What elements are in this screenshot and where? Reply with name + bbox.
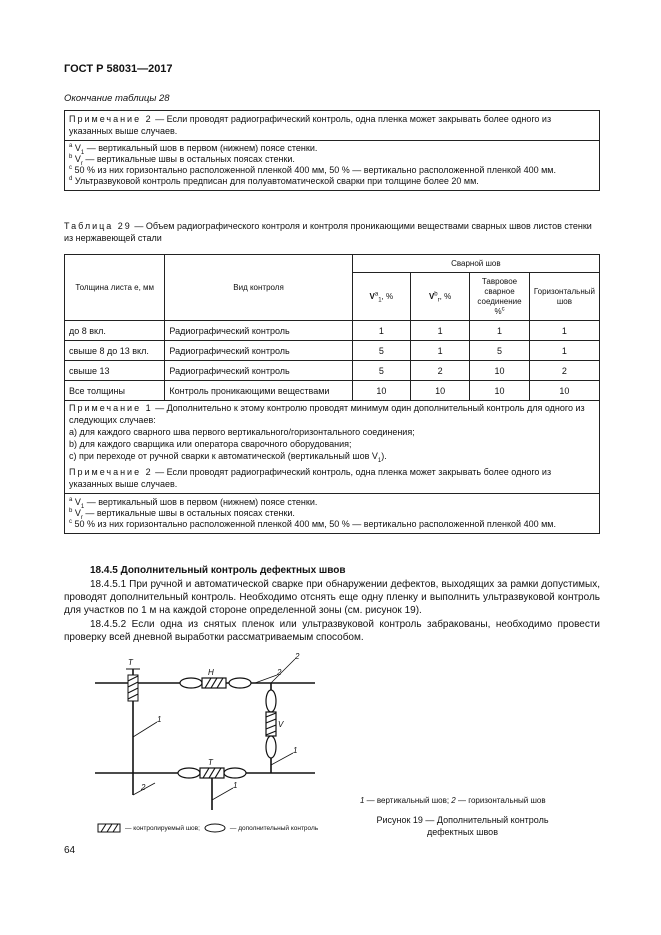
footnote-b: $^b$ $V_r$ — вертикальные швы в остальных поясах стенки. bbox=[69, 508, 295, 521]
additional-control-mark bbox=[229, 678, 251, 688]
hatched-weld-icon bbox=[97, 823, 121, 833]
additional-control-mark bbox=[180, 678, 202, 688]
col-header-vr: $V^b_r$, % bbox=[410, 273, 469, 321]
label-2: 2 bbox=[141, 783, 146, 792]
label-h: H bbox=[208, 668, 214, 677]
additional-control-mark bbox=[266, 690, 276, 712]
figure-key: 1 — вертикальный шов; 2 — горизонтальный шов bbox=[360, 796, 546, 805]
col-header-tee: Тавровое сварное соединение %$^c$ bbox=[470, 273, 530, 321]
table29-note1-a: a) для каждого сварного шва первого вертикального/горизонтального соединения; bbox=[69, 427, 415, 437]
ellipse-mark-icon bbox=[204, 823, 226, 833]
weld-inspection-diagram bbox=[95, 645, 325, 815]
table29-note2: Примечание 2 — Если проводят радиографический контроль, одна пленка может закрывать более одного из указанных выше случаев. bbox=[69, 467, 552, 489]
label-2: 2 bbox=[295, 652, 300, 661]
footnote-c: $^c$ 50 % из них горизонтально расположенной пленкой 400 мм, 50 % — вертикально расположенной пленкой 400 мм. bbox=[69, 519, 556, 529]
table29-note1-b: b) для каждого сварщика или оператора сварочного оборудования; bbox=[69, 439, 352, 449]
table-row: свыше 13 Радиографический контроль 5 2 10 2 bbox=[65, 361, 600, 381]
label-1: 1 bbox=[293, 746, 298, 755]
footnote-d: $^d$ Ультразвуковой контроль предписан для полуавтоматической сварки при толщине более 20 мм. bbox=[69, 176, 479, 186]
table29-notes bbox=[64, 399, 600, 534]
label-t: T bbox=[128, 658, 133, 667]
page-number: 64 bbox=[64, 845, 76, 856]
footnote-b: $^b$ $V_r$ — вертикальные швы в остальных поясах стенки. bbox=[69, 154, 295, 167]
col-header-horizontal: Горизонтальный шов bbox=[529, 273, 599, 321]
figure-legend bbox=[97, 823, 318, 833]
additional-control-mark bbox=[224, 768, 246, 778]
footnote-a: $^a$ $V_1$ — вертикальный шов в первом (нижнем) поясе стенки. bbox=[69, 143, 318, 156]
table-row: до 8 вкл. Радиографический контроль 1 1 1 1 bbox=[65, 321, 600, 341]
table28-footnotes bbox=[65, 140, 599, 190]
legend-radiographic-label: — контролируемый шов; bbox=[125, 824, 200, 832]
label-1: 1 bbox=[157, 715, 162, 724]
paragraph-18-4-5-1: 18.4.5.1 При ручной и автоматической сварке при обнаружении дефектов, выходящих за рамки допустимых, проводят дополнительный контроль. Необходимо отснять еще одну пленку и выполнить ультразвуковой контроль для участков по 1 м на каждой стороне определенной зоны (см. рисунок 19). bbox=[64, 579, 600, 616]
col-header-v1: $V^a_1$, % bbox=[352, 273, 410, 321]
footnote-a: $^a$ $V_1$ — вертикальный шов в первом (нижнем) поясе стенки. bbox=[69, 497, 318, 510]
label-2: 2 bbox=[277, 668, 282, 677]
table-continuation-label: Окончание таблицы 28 bbox=[64, 93, 170, 104]
table-row: свыше 8 до 13 вкл. Радиографический контроль 5 1 5 1 bbox=[65, 341, 600, 361]
table29 bbox=[64, 254, 600, 401]
label-v: V bbox=[278, 720, 284, 729]
table29-caption: Таблица 29 — Объем радиографического контроля и контроля проникающими веществами сварных швов листов стенки из нержавеющей стали bbox=[64, 221, 592, 243]
label-1: 1 bbox=[233, 781, 238, 790]
col-header-type: Вид контроля bbox=[165, 255, 352, 321]
footnote-c: $^c$ 50 % из них горизонтально расположенной пленкой 400 мм, 50 % — вертикально расположенной пленкой 400 мм. bbox=[69, 165, 556, 175]
t-marker-top bbox=[126, 669, 140, 701]
document-id: ГОСТ Р 58031—2017 bbox=[64, 63, 173, 75]
table29-note1: Примечание 1 — Дополнительно к этому контролю проводят минимум один дополнительный контроль для одного из следующих случаев: bbox=[69, 403, 585, 425]
table29-footnotes bbox=[65, 493, 599, 533]
table29-note-block bbox=[65, 399, 599, 493]
col-header-thickness: Толщина листа е, мм bbox=[65, 255, 165, 321]
table28-notes bbox=[64, 110, 600, 191]
legend-additional-label: — дополнительный контроль bbox=[229, 824, 319, 832]
additional-control-mark bbox=[178, 768, 200, 778]
table28-note2: Примечание 2 — Если проводят радиографический контроль, одна пленка может закрывать более одного из указанных выше случаев. bbox=[69, 114, 552, 136]
additional-control-mark bbox=[266, 736, 276, 758]
table29-note1-c: c) при переходе от ручной сварки к автоматической (вертикальный шов $V_1$). bbox=[69, 451, 387, 464]
figure-caption: Рисунок 19 — Дополнительный контроль дефектных швов bbox=[376, 815, 549, 837]
section-heading: 18.4.5 Дополнительный контроль дефектных швов bbox=[90, 565, 346, 576]
table-row: Все толщины Контроль проникающими веществами 10 10 10 10 bbox=[65, 381, 600, 401]
label-t: T bbox=[208, 758, 213, 767]
paragraph-18-4-5-2: 18.4.5.2 Если одна из снятых пленок или ультразвуковой контроль забракованы, необходимо провести проверку всей дневной выработки рассматриваемым способом. bbox=[64, 619, 600, 643]
col-header-weld: Сварной шов bbox=[352, 255, 599, 273]
